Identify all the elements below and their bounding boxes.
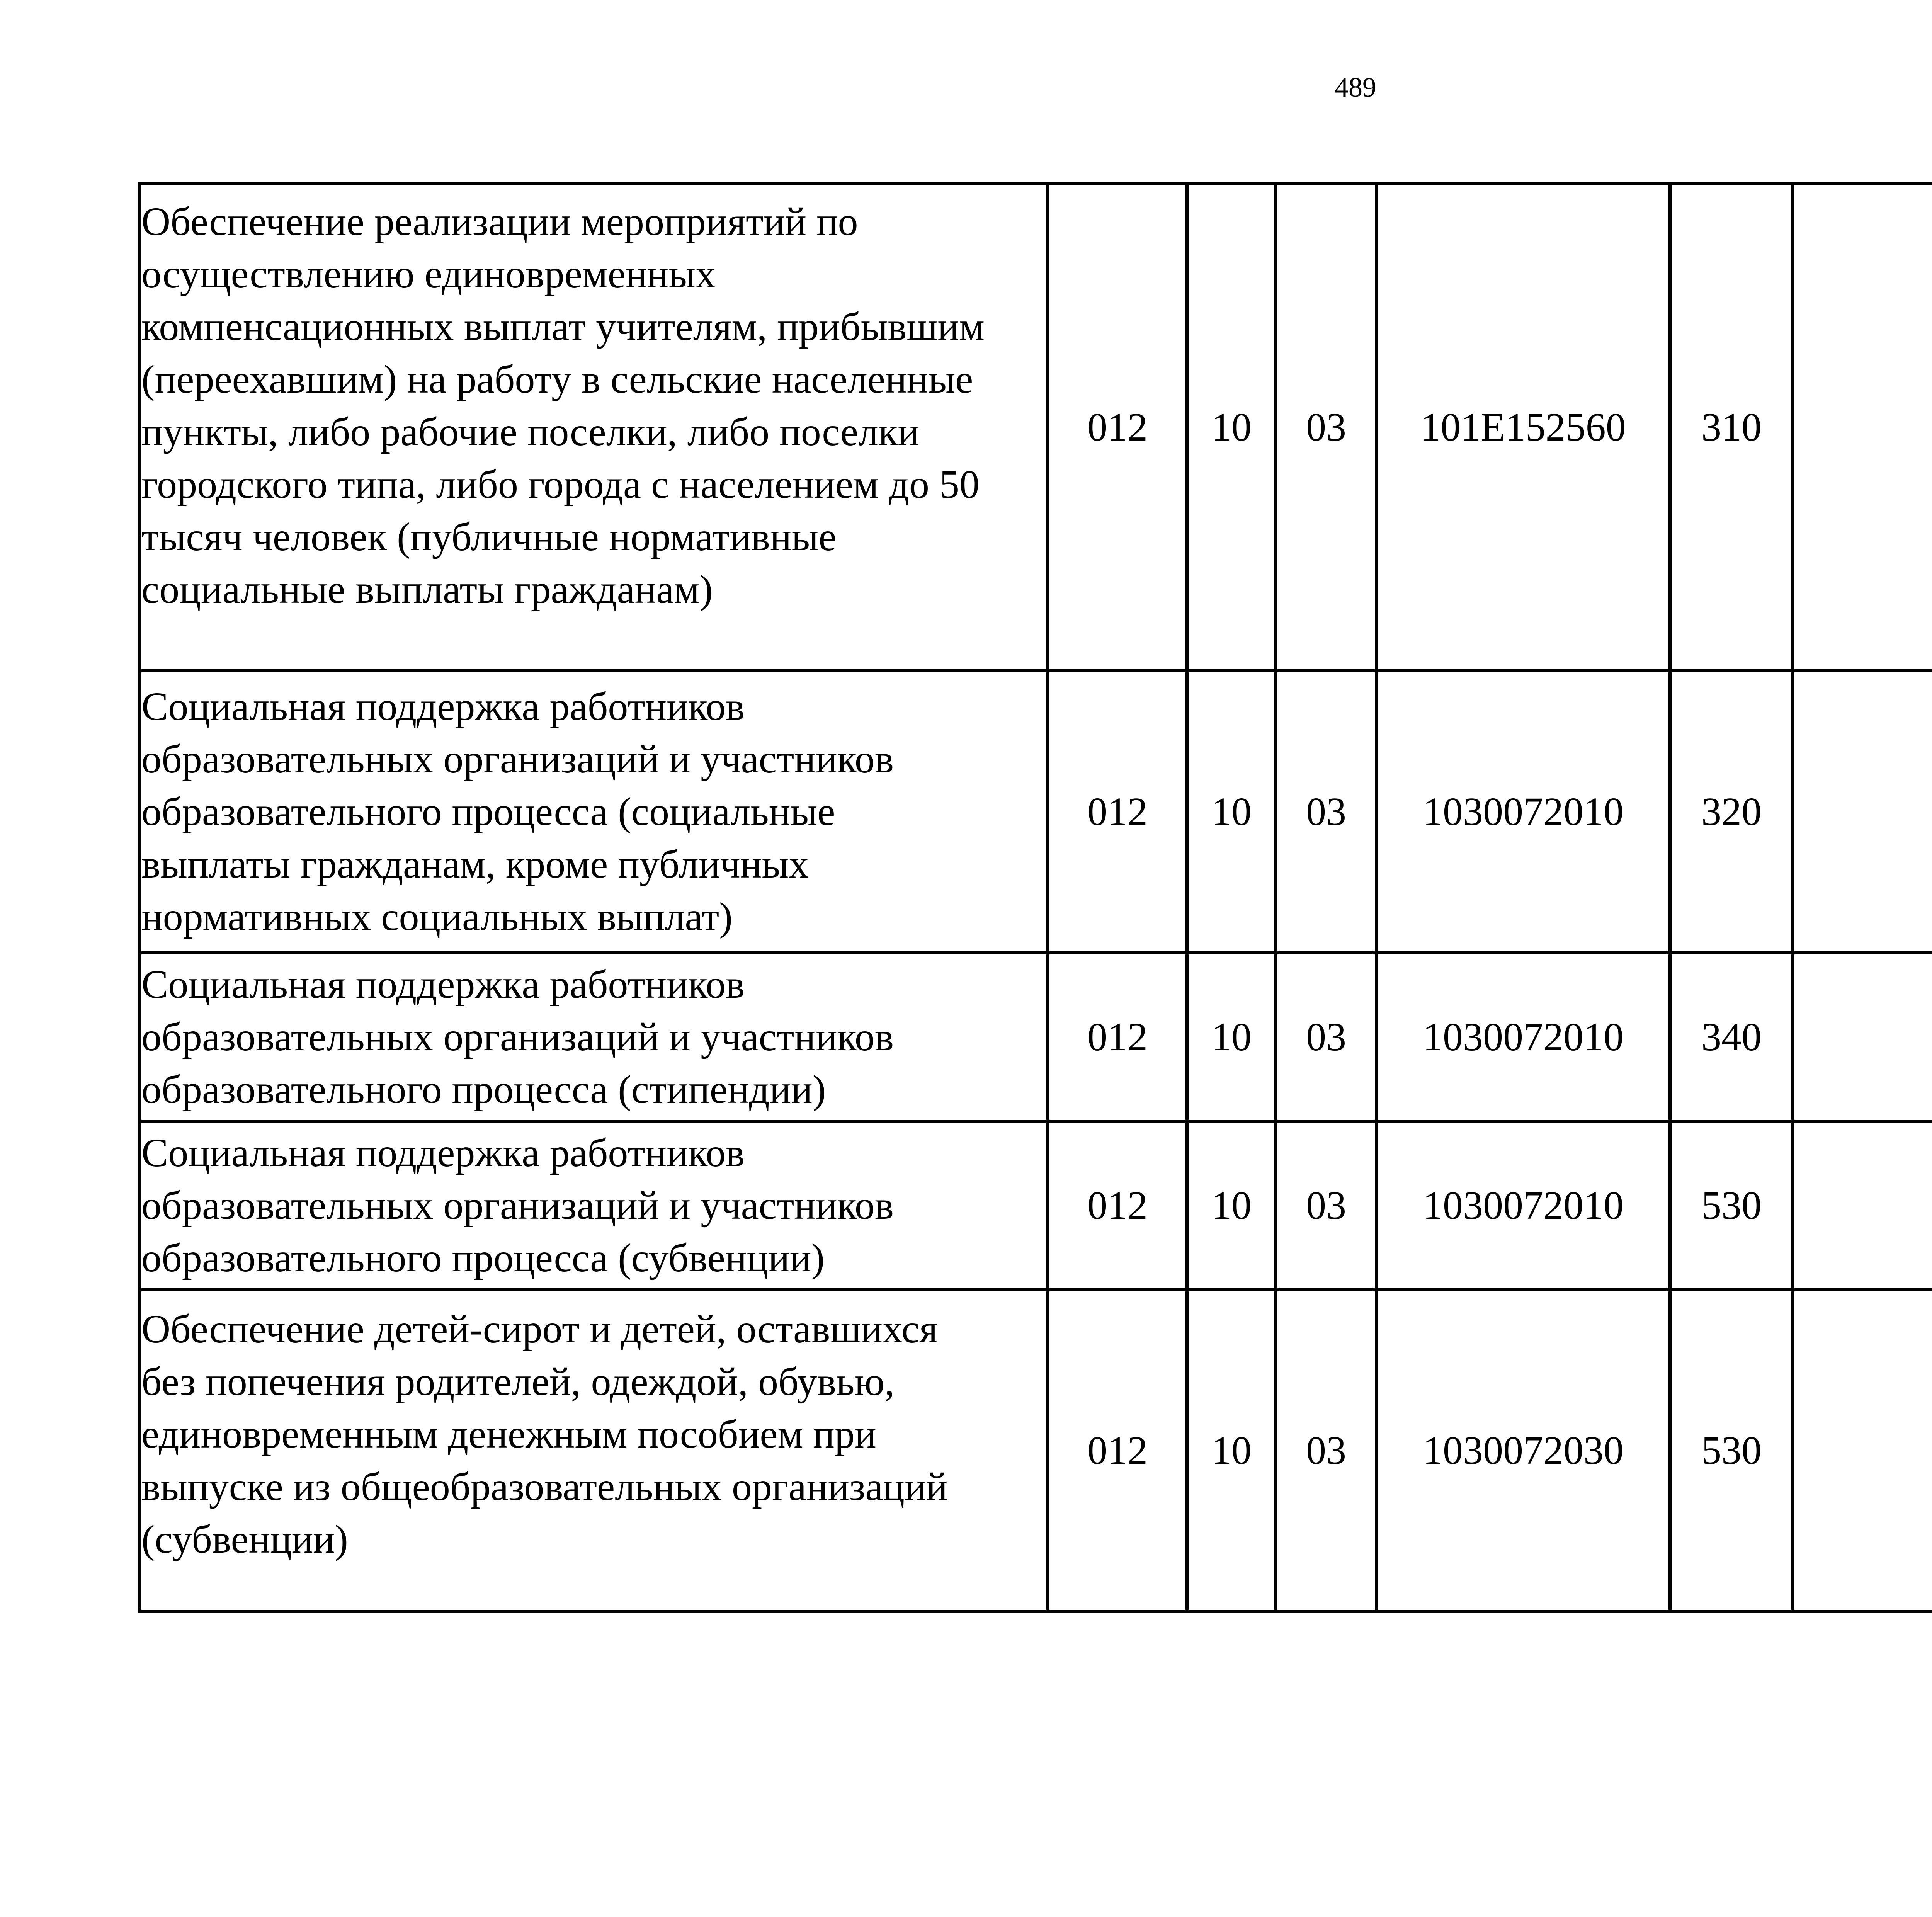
amount-year-1 (1793, 953, 1932, 1121)
subsection-code: 03 (1276, 1290, 1376, 1611)
expense-type-code: 340 (1670, 953, 1793, 1121)
description-line: (субвенции) (141, 1517, 348, 1561)
description-line: Обеспечение детей-сирот и детей, оставшихся (141, 1307, 938, 1351)
section-code: 10 (1187, 953, 1276, 1121)
target-article-code: 1030072010 (1376, 953, 1670, 1121)
description-line: Социальная поддержка работников (141, 1131, 745, 1175)
description-line: образовательных организаций и участников (141, 1015, 894, 1059)
description-line: компенсационных выплат учителям, прибывшим (141, 304, 985, 349)
subsection-code: 03 (1276, 1121, 1376, 1290)
description-line: единовременным денежным пособием при (141, 1412, 876, 1456)
table-row (140, 1121, 1932, 1290)
table-row (140, 953, 1932, 1121)
description-line: Обеспечение реализации мероприятий по (141, 199, 858, 244)
ministry-code: 012 (1048, 184, 1187, 671)
description-line: выплаты гражданам, кроме публичных (141, 842, 809, 886)
target-article-code: 1030072010 (1376, 1121, 1670, 1290)
description-line: тысяч человек (публичные нормативные (141, 515, 837, 559)
target-article-code: 1030072010 (1376, 671, 1670, 953)
row-description (140, 671, 1048, 953)
table-row (140, 671, 1932, 953)
description-line: городского типа, либо города с населением до 50 (141, 462, 980, 507)
description-line: образовательного процесса (стипендии) (141, 1067, 826, 1112)
description-line: образовательного процесса (субвенции) (141, 1236, 825, 1280)
ministry-code: 012 (1048, 953, 1187, 1121)
expense-type-code: 530 (1670, 1121, 1793, 1290)
description-line: (переехавшим) на работу в сельские населенные (141, 357, 973, 401)
description-line: без попечения родителей, одеждой, обувью, (141, 1359, 895, 1404)
description-line: пункты, либо рабочие поселки, либо поселки (141, 410, 920, 454)
section-code: 10 (1187, 1290, 1276, 1611)
amount-year-1 (1793, 671, 1932, 953)
section-code: 10 (1187, 184, 1276, 671)
row-description (140, 1290, 1048, 1611)
amount-year-1 (1793, 1121, 1932, 1290)
amount-year-1 (1793, 184, 1932, 671)
row-description (140, 953, 1048, 1121)
target-article-code: 1030072030 (1376, 1290, 1670, 1611)
subsection-code: 03 (1276, 953, 1376, 1121)
ministry-code: 012 (1048, 1121, 1187, 1290)
description-line: образовательного процесса (социальные (141, 789, 835, 834)
description-line: Социальная поддержка работников (141, 962, 745, 1007)
description-line: социальные выплаты гражданам) (141, 567, 713, 612)
section-code: 10 (1187, 1121, 1276, 1290)
table-row (140, 1290, 1932, 1611)
expense-type-code: 310 (1670, 184, 1793, 671)
ministry-code: 012 (1048, 1290, 1187, 1611)
expense-type-code: 530 (1670, 1290, 1793, 1611)
budget-table (138, 182, 1932, 1613)
description-line: осуществлению единовременных (141, 252, 716, 296)
description-line: выпуске из общеобразовательных организаций (141, 1465, 948, 1509)
description-line: образовательных организаций и участников (141, 1183, 894, 1228)
row-description (140, 1121, 1048, 1290)
amount-year-1 (1793, 1290, 1932, 1611)
section-code: 10 (1187, 671, 1276, 953)
target-article-code: 101E152560 (1376, 184, 1670, 671)
description-line: нормативных социальных выплат) (141, 895, 733, 939)
table-row (140, 184, 1932, 671)
expense-type-code: 320 (1670, 671, 1793, 953)
row-description (140, 184, 1048, 671)
subsection-code: 03 (1276, 671, 1376, 953)
description-line: Социальная поддержка работников (141, 684, 745, 729)
description-line: образовательных организаций и участников (141, 737, 894, 781)
ministry-code: 012 (1048, 671, 1187, 953)
page-number: 489 (1335, 72, 1376, 103)
subsection-code: 03 (1276, 184, 1376, 671)
